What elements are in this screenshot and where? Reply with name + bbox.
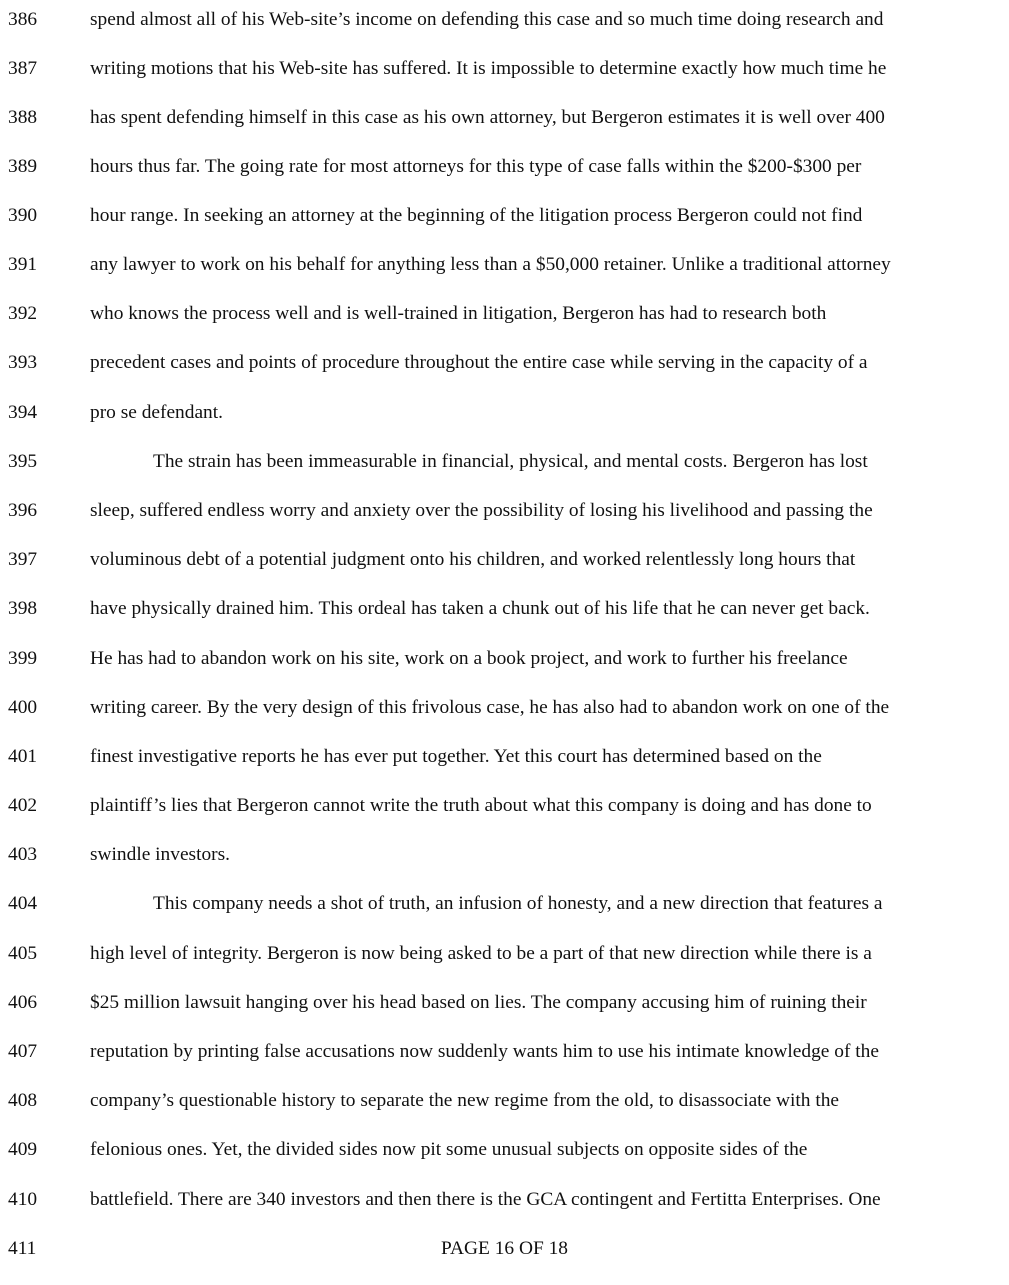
line-number: 399 [8,648,38,669]
document-line [0,544,1009,576]
line-number: 400 [8,697,38,718]
line-number: 404 [8,893,38,914]
document-line [0,495,1009,527]
line-number: 401 [8,746,38,767]
document-line [0,200,1009,232]
line-text: spend almost all of his Web-site’s income on defending this case and so much time doing research and [90,9,884,30]
document-line [0,888,1009,920]
line-text: company’s questionable history to separate the new regime from the old, to disassociate with the [90,1090,840,1111]
line-number: 398 [8,598,38,619]
line-number: 393 [8,352,38,373]
document-line [0,4,1009,36]
line-number: 388 [8,107,38,128]
line-number: 402 [8,795,38,816]
document-line [0,790,1009,822]
document-line [0,938,1009,970]
document-line [0,643,1009,675]
document-line [0,347,1009,379]
line-number: 403 [8,844,38,865]
document-line [0,249,1009,281]
line-text: $25 million lawsuit hanging over his head based on lies. The company accusing him of ruining their [90,992,867,1013]
line-text: any lawyer to work on his behalf for anything less than a $50,000 retainer. Unlike a traditional attorney [90,254,891,275]
line-text: hour range. In seeking an attorney at the beginning of the litigation process Bergeron could not find [90,205,863,226]
line-number: 392 [8,303,38,324]
document-line [0,1134,1009,1166]
line-text: writing motions that his Web-site has suffered. It is impossible to determine exactly how much time he [90,58,887,79]
line-number: 406 [8,992,38,1013]
line-number: 410 [8,1189,38,1210]
line-text: precedent cases and points of procedure throughout the entire case while serving in the capacity of a [90,352,868,373]
line-text: swindle investors. [90,844,231,865]
document-line [0,298,1009,330]
line-text: voluminous debt of a potential judgment onto his children, and worked relentlessly long hours that [90,549,856,570]
line-number: 395 [8,451,38,472]
line-number: 411 [8,1238,37,1259]
line-text: reputation by printing false accusations now suddenly wants him to use his intimate knowledge of the [90,1041,879,1062]
document-line [0,151,1009,183]
line-text: have physically drained him. This ordeal has taken a chunk out of his life that he can never get back. [90,598,870,619]
line-text: writing career. By the very design of this frivolous case, he has also had to abandon work on one of the [90,697,890,718]
document-line [0,397,1009,429]
line-number: 396 [8,500,38,521]
line-number: 387 [8,58,38,79]
line-text: high level of integrity. Bergeron is now being asked to be a part of that new direction while there is a [90,943,872,964]
line-text: plaintiff’s lies that Bergeron cannot write the truth about what this company is doing and has done to [90,795,872,816]
line-text: who knows the process well and is well-trained in litigation, Bergeron has had to research both [90,303,827,324]
page-footer: PAGE 16 OF 18 [441,1238,568,1259]
document-line [0,1184,1009,1216]
line-text: finest investigative reports he has ever put together. Yet this court has determined based on the [90,746,822,767]
line-number: 405 [8,943,38,964]
line-text: He has had to abandon work on his site, work on a book project, and work to further his freelance [90,648,848,669]
line-number: 389 [8,156,38,177]
document-line [0,692,1009,724]
line-text: battlefield. There are 340 investors and then there is the GCA contingent and Fertitta Enterprises. One [90,1189,881,1210]
line-text: The strain has been immeasurable in financial, physical, and mental costs. Bergeron has lost [153,451,868,472]
document-line [0,741,1009,773]
line-number: 391 [8,254,38,275]
line-text: pro se defendant. [90,402,223,423]
line-text: This company needs a shot of truth, an infusion of honesty, and a new direction that features a [153,893,883,914]
document-line [0,1085,1009,1117]
line-text: has spent defending himself in this case as his own attorney, but Bergeron estimates it is well over 400 [90,107,885,128]
document-line [0,446,1009,478]
line-number: 407 [8,1041,38,1062]
line-number: 390 [8,205,38,226]
document-line [0,53,1009,85]
line-number: 394 [8,402,38,423]
line-text: hours thus far. The going rate for most attorneys for this type of case falls within the $200-$300 per [90,156,862,177]
line-number: 397 [8,549,38,570]
document-line [0,987,1009,1019]
line-number: 409 [8,1139,38,1160]
line-number: 408 [8,1090,38,1111]
document-line [0,593,1009,625]
line-text: sleep, suffered endless worry and anxiety over the possibility of losing his livelihood and passing the [90,500,873,521]
line-number: 386 [8,9,38,30]
document-line [0,102,1009,134]
document-line [0,1036,1009,1068]
line-text: felonious ones. Yet, the divided sides now pit some unusual subjects on opposite sides of the [90,1139,808,1160]
document-line [0,839,1009,871]
document-line [0,1233,1009,1265]
